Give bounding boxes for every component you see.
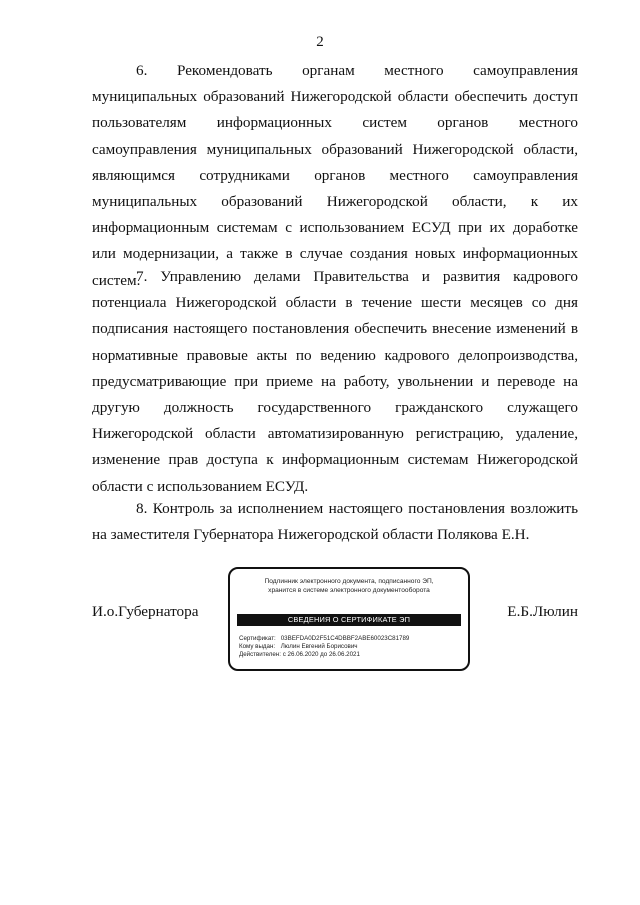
stamp-header: СВЕДЕНИЯ О СЕРТИФИКАТЕ ЭП — [237, 614, 461, 626]
page-number: 2 — [316, 34, 324, 50]
paragraph-6: 6. Рекомендовать органам местного самоуправления муниципальных образований Нижегородской области обеспечить доступ пользователям информационных систем органов местного самоуправления муниципальных образований Нижегородской области, являющимся сотрудниками органов местного самоуправления муниципальных образований Нижегородской области, к их информационным системам с использованием ЕСУД при их доработке или модернизации, а также в случае создания новых информационных систем. — [92, 62, 578, 289]
validity-value: с 26.06.2020 до 26.06.2021 — [282, 651, 360, 658]
paragraph-8: 8. Контроль за исполнением настоящего постановления возложить на заместителя Губернатора Нижегородской области Полякова Е.Н. — [92, 500, 578, 544]
certificate-row — [239, 635, 463, 643]
signatory-name: Е.Б.Люлин — [507, 603, 578, 620]
electronic-signature-stamp — [228, 567, 470, 671]
certificate-value: 03BEFDA0D2F51C4DBBF2ABE60023C81789 — [280, 635, 410, 642]
issued-to-value: Люлин Евгений Борисович — [280, 643, 358, 650]
issued-to-label: Кому выдан: — [239, 643, 276, 650]
validity-label: Действителен: — [239, 651, 281, 658]
validity-row — [239, 651, 463, 659]
certificate-label: Сертификат: — [239, 635, 276, 642]
signatory-title: И.о.Губернатора — [92, 603, 199, 620]
stamp-notice-line-2: хранится в системе электронного документооборота — [268, 587, 430, 594]
issued-to-row — [239, 643, 463, 651]
paragraph-7: 7. Управлению делами Правительства и развития кадрового потенциала Нижегородской области в течение шести месяцев со дня подписания настоящего постановления обеспечить внесение изменений в нормативные правовые акты по ведению кадрового делопроизводства, предусматривающие при приеме на работу, увольнении и переводе на другую должность государственного гражданского служащего Нижегородской области автоматизированную регистрацию, удаление, изменение прав доступа к информационным системам Нижегородской области с использованием ЕСУД. — [92, 268, 578, 495]
stamp-details — [239, 635, 463, 659]
stamp-notice — [230, 577, 468, 595]
stamp-notice-line-1: Подлинник электронного документа, подписанного ЭП, — [264, 578, 434, 585]
